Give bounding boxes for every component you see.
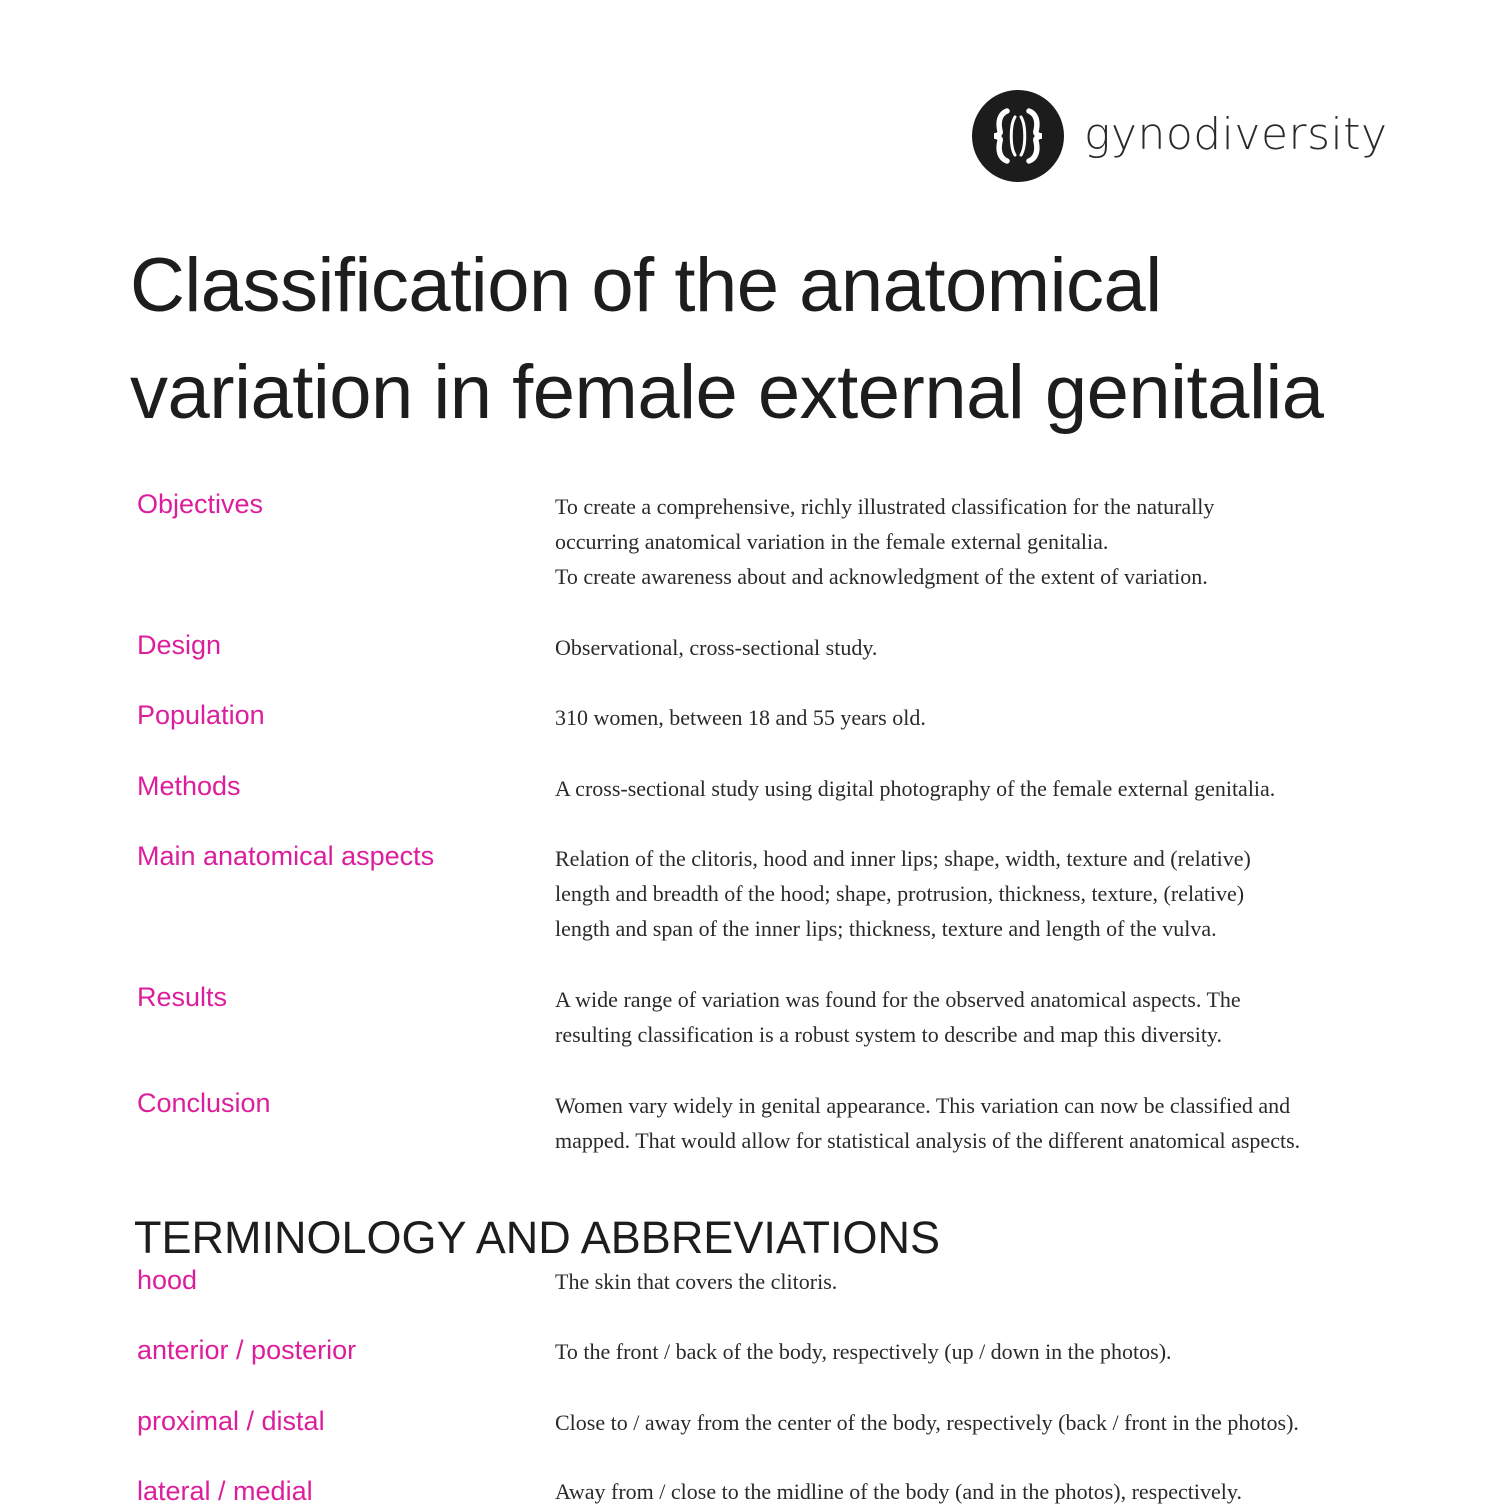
- text-line: mapped. That would allow for statistical analysis of the different anatomical aspects.: [555, 1128, 1301, 1153]
- design-text: [555, 630, 1415, 665]
- results-text: [555, 982, 1415, 1052]
- text-line: The skin that covers the clitoris.: [555, 1269, 838, 1294]
- text-line: Close to / away from the center of the body, respectively (back / front in the photos).: [555, 1410, 1299, 1435]
- text-line: occurring anatomical variation in the female external genitalia.: [555, 529, 1109, 554]
- title-line-1: Classification of the anatomical: [130, 243, 1162, 328]
- brace-circle-icon: [972, 90, 1064, 182]
- term-lateral-medial: lateral / medial: [137, 1476, 313, 1506]
- text-line: A cross-sectional study using digital photography of the female external genitalia.: [555, 776, 1276, 801]
- text-line: Observational, cross-sectional study.: [555, 635, 878, 660]
- text-line: resulting classification is a robust system to describe and map this diversity.: [555, 1022, 1223, 1047]
- definition-hood: [555, 1264, 1415, 1299]
- methods-label: Methods: [137, 771, 241, 801]
- results-label: Results: [137, 982, 228, 1012]
- title-line-2: variation in female external genitalia: [130, 350, 1324, 435]
- objectives-text: [555, 489, 1415, 594]
- main-anatomical-aspects-label: Main anatomical aspects: [137, 841, 435, 871]
- text-line: To create a comprehensive, richly illustrated classification for the naturally: [555, 494, 1215, 519]
- conclusion-text: [555, 1088, 1415, 1158]
- population-label: Population: [137, 700, 265, 730]
- design-label: Design: [137, 630, 222, 660]
- population-text: [555, 700, 1415, 735]
- text-line: To the front / back of the body, respectively (up / down in the photos).: [555, 1339, 1172, 1364]
- text-line: 310 women, between 18 and 55 years old.: [555, 705, 926, 730]
- term-anterior-posterior: anterior / posterior: [137, 1335, 357, 1365]
- text-line: length and breadth of the hood; shape, protrusion, thickness, texture, (relative): [555, 881, 1245, 906]
- main-anatomical-aspects-text: [555, 841, 1415, 946]
- definition-proximal-distal: [555, 1405, 1415, 1440]
- definition-lateral-medial: [555, 1474, 1415, 1509]
- text-line: Women vary widely in genital appearance. This variation can now be classified and: [555, 1093, 1291, 1118]
- brand-name: gynodiversity: [1084, 108, 1388, 160]
- definition-anterior-posterior: [555, 1334, 1415, 1369]
- objectives-label: Objectives: [137, 489, 264, 519]
- term-hood: hood: [137, 1265, 198, 1295]
- term-proximal-distal: proximal / distal: [137, 1406, 325, 1436]
- text-line: Away from / close to the midline of the body (and in the photos), respectively.: [555, 1479, 1242, 1504]
- methods-text: [555, 771, 1415, 806]
- text-line: Relation of the clitoris, hood and inner lips; shape, width, texture and (relative): [555, 846, 1251, 871]
- brand-logo: [972, 90, 1388, 182]
- page-title: [130, 232, 1430, 446]
- text-line: A wide range of variation was found for the observed anatomical aspects. The: [555, 987, 1241, 1012]
- terminology-heading: TERMINOLOGY AND ABBREVIATIONS: [134, 1212, 941, 1263]
- text-line: length and span of the inner lips; thickness, texture and length of the vulva.: [555, 916, 1217, 941]
- text-line: To create awareness about and acknowledgment of the extent of variation.: [555, 564, 1208, 589]
- conclusion-label: Conclusion: [137, 1088, 271, 1118]
